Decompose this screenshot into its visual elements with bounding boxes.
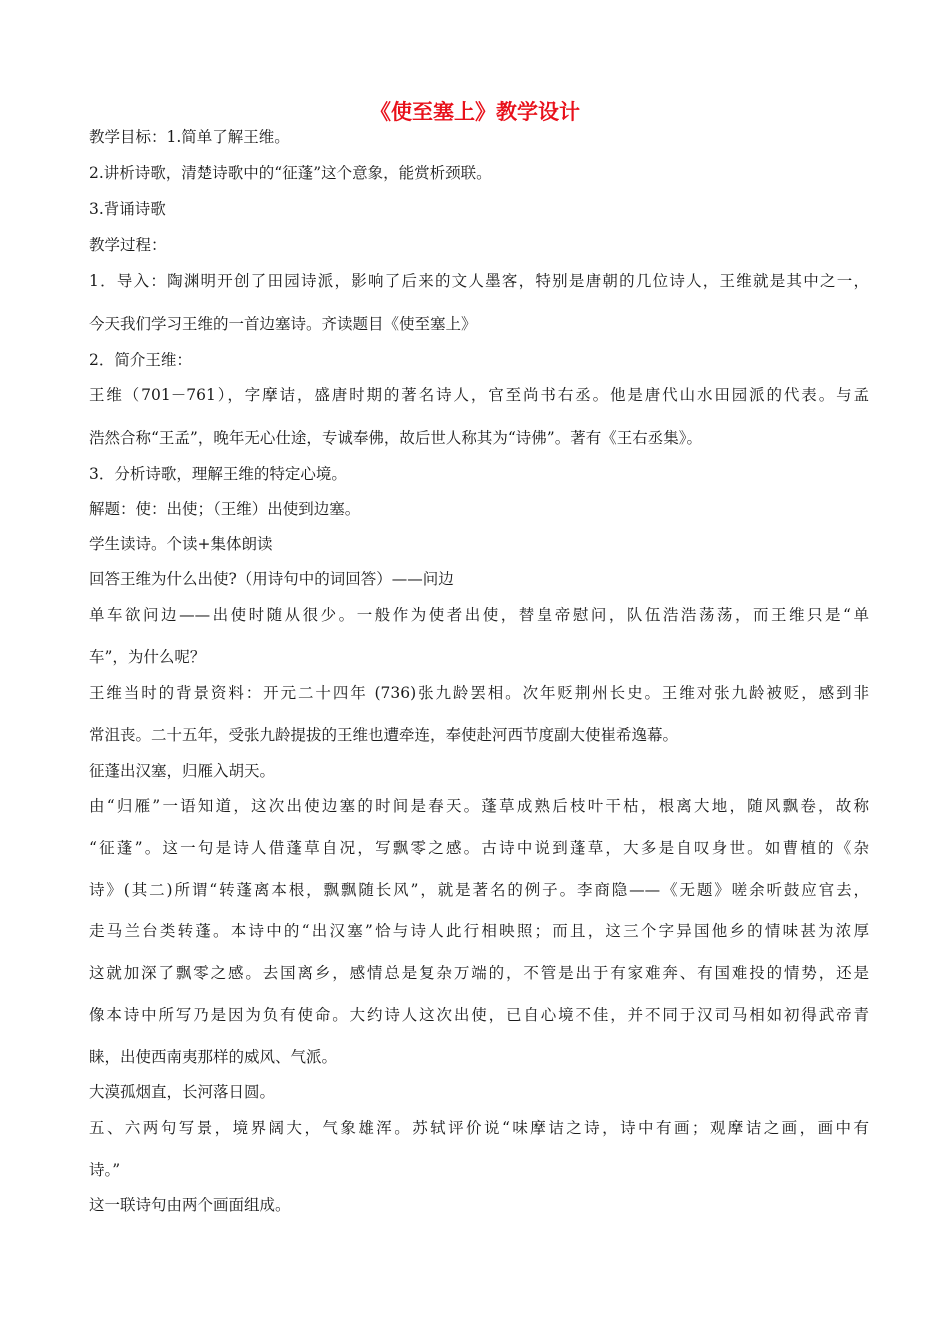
- paragraph-line: 1．导入：陶渊明开创了田园诗派，影响了后来的文人墨客，特别是唐朝的几位诗人，王维就是其中之一，: [89, 272, 869, 290]
- paragraph-line: “征蓬”。这一句是诗人借蓬草自况，写飘零之感。古诗中说到蓬草，大多是自叹身世。如曹植的《杂: [89, 839, 869, 857]
- paragraph-line: 由“归雁”一语知道，这次出使边塞的时间是春天。蓬草成熟后枝叶干枯，根离大地，随风飘卷，故称: [89, 797, 869, 815]
- paragraph-line: 今天我们学习王维的一首边塞诗。齐读题目《使至塞上》: [89, 315, 477, 333]
- paragraph-line: 五、六两句写景，境界阔大，气象雄浑。苏轼评价说“味摩诘之诗，诗中有画；观摩诘之画，画中有: [89, 1119, 869, 1137]
- paragraph-line: 常沮丧。二十五年，受张九龄提拔的王维也遭牵连，奉使赴河西节度副大使崔希逸幕。: [89, 726, 679, 744]
- paragraph-line: 这一联诗句由两个画面组成。: [89, 1196, 291, 1214]
- paragraph-line: 学生读诗。个读+集体朗读: [89, 535, 273, 553]
- paragraph-line: 王维当时的背景资料：开元二十四年 (736)张九龄罢相。次年贬荆州长史。王维对张九龄被贬，感到非: [89, 684, 869, 702]
- paragraph-line: 走马兰台类转蓬。本诗中的“出汉塞”恰与诗人此行相映照；而且，这三个字异国他乡的情味甚为浓厚: [89, 922, 869, 940]
- objective-line-3: 3.背诵诗歌: [89, 200, 166, 218]
- paragraph-line: 浩然合称“王孟”，晚年无心仕途，专诚奉佛，故后世人称其为“诗佛”。著有《王右丞集》。: [89, 429, 702, 447]
- objective-line-2: 2.讲析诗歌，清楚诗歌中的“征蓬”这个意象，能赏析颈联。: [89, 164, 492, 182]
- paragraph-line: 这就加深了飘零之感。去国离乡，感情总是复杂万端的，不管是出于有家难奔、有国难投的情势，还是: [89, 964, 869, 982]
- poem-line: 征蓬出汉塞，归雁入胡天。: [89, 762, 276, 780]
- paragraph-line: 像本诗中所写乃是因为负有使命。大约诗人这次出使，已自心境不佳，并不同于汉司马相如初得武帝青: [89, 1006, 869, 1024]
- paragraph-line: 车”，为什么呢？: [89, 648, 206, 666]
- poem-line: 大漠孤烟直，长河落日圆。: [89, 1083, 276, 1101]
- paragraph-line: 回答王维为什么出使?（用诗句中的词回答）——问边: [89, 570, 454, 588]
- paragraph-line: 诗》(其二)所谓“转蓬离本根，飘飘随长风”，就是著名的例子。李商隐——《无题》嗟余听鼓应官去，: [89, 881, 869, 899]
- process-heading: 教学过程：: [89, 236, 167, 254]
- section-heading: 3．分析诗歌，理解王维的特定心境。: [89, 465, 347, 483]
- section-heading: 2．简介王维：: [89, 351, 192, 369]
- paragraph-line: 诗。”: [89, 1161, 121, 1179]
- document-title: 《使至塞上》教学设计: [370, 100, 580, 124]
- paragraph-line: 解题：使：出使；（王维）出使到边塞。: [89, 500, 361, 518]
- objective-line-1: 教学目标：1.简单了解王维。: [89, 128, 290, 146]
- paragraph-line: 睐，出使西南夷那样的威风、气派。: [89, 1048, 338, 1066]
- paragraph-line: 王维（701－761），字摩诘，盛唐时期的著名诗人，官至尚书右丞。他是唐代山水田园派的代表。与孟: [89, 386, 869, 404]
- paragraph-line: 单车欲问边——出使时随从很少。一般作为使者出使，替皇帝慰问，队伍浩浩荡荡，而王维只是“单: [89, 606, 869, 624]
